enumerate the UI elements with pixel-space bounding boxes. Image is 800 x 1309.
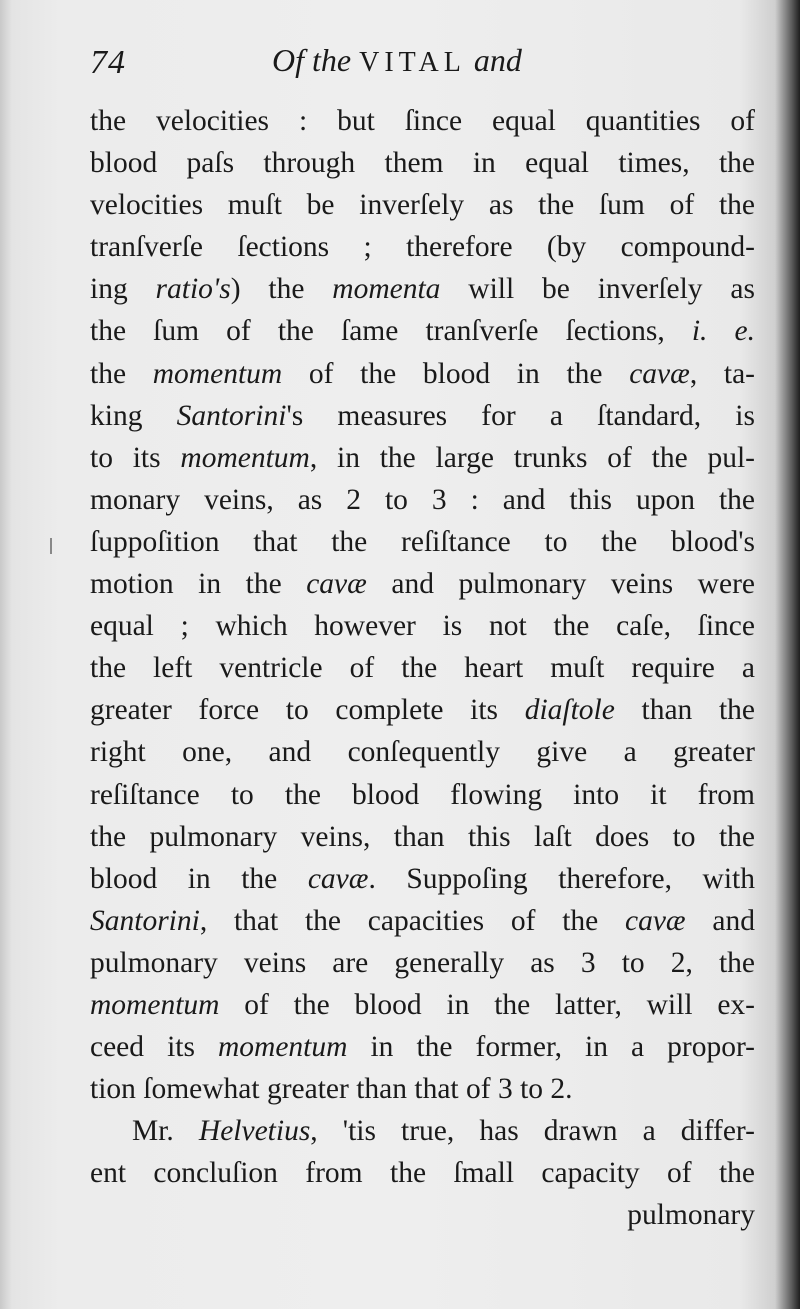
italic-text: diaſtole <box>524 694 615 727</box>
text-run: to its <box>90 441 181 474</box>
italic-text: Helvetius <box>198 1115 311 1148</box>
running-title-prefix: Of the <box>272 42 360 78</box>
text-run: . Suppoſing therefore, with <box>368 862 755 895</box>
text-line <box>90 1110 755 1152</box>
italic-text: momentum <box>90 988 220 1021</box>
text-run: the pulmonary veins, than this laſt does to the <box>90 820 755 853</box>
text-run: equal ; which however is not the caſe, ſince <box>90 610 755 643</box>
italic-text: Santorini <box>176 399 287 432</box>
italic-text: momentum <box>180 441 310 474</box>
text-run: tranſverſe ſections ; therefore (by compound- <box>90 231 755 264</box>
italic-text: i. e. <box>691 315 755 348</box>
text-run: ſuppoſition that the reſiſtance to the blood's <box>90 525 755 558</box>
text-run: king <box>90 399 177 432</box>
text-run: of the blood in the <box>282 357 630 390</box>
text-line <box>90 100 755 142</box>
text-line <box>90 437 755 479</box>
page-number: 74 <box>90 44 126 81</box>
text-run: ) the <box>230 273 333 306</box>
running-head <box>0 38 760 86</box>
italic-text: ratio's <box>155 273 231 306</box>
text-run: , in the large trunks of the pul- <box>309 441 755 474</box>
text-line <box>90 395 755 437</box>
catchword-line <box>90 1194 755 1236</box>
text-run: velocities muſt be inverſely as the ſum of the <box>90 189 755 222</box>
text-run: pulmonary veins are generally as 3 to 2, the <box>90 946 755 979</box>
text-line <box>90 774 755 816</box>
text-run: the velocities : but ſince equal quantities of <box>90 105 755 137</box>
text-run: blood paſs through them in equal times, the <box>90 147 755 180</box>
italic-text: cavæ <box>307 862 369 895</box>
text-line <box>90 1068 755 1110</box>
text-run: the left ventricle of the heart muſt require a <box>90 652 755 685</box>
text-line <box>90 226 755 268</box>
text-run: in the former, in a propor- <box>347 1031 755 1064</box>
italic-text: momentum <box>152 357 283 390</box>
text-run: 's measures for a ſtandard, is <box>286 399 755 432</box>
text-line <box>90 816 755 858</box>
text-run: right one, and conſequently give a greater <box>90 736 755 769</box>
text-line <box>90 353 755 395</box>
text-run: Mr. <box>132 1115 199 1148</box>
text-line <box>90 142 755 184</box>
text-run: , 'tis true, has drawn a differ- <box>310 1115 755 1148</box>
text-line <box>90 479 755 521</box>
text-line <box>90 268 755 310</box>
running-title <box>272 42 522 79</box>
text-line <box>90 1152 755 1194</box>
text-line <box>90 521 755 563</box>
text-run: the ſum of the ſame tranſverſe ſections, <box>90 315 692 348</box>
text-run: blood in the <box>90 862 308 895</box>
text-run: greater force to complete its <box>90 694 525 727</box>
italic-text: cavæ <box>625 904 686 937</box>
text-run: and pulmonary veins were <box>366 568 755 601</box>
text-run: tion ſomewhat greater than that of 3 to 2. <box>90 1073 573 1106</box>
text-line <box>90 858 755 900</box>
text-run: the <box>90 357 153 390</box>
italic-text: Santorini <box>90 904 200 937</box>
text-run: ceed its <box>90 1031 218 1064</box>
text-line <box>90 647 755 689</box>
text-line <box>90 984 755 1026</box>
text-run: pulmonary <box>627 1199 755 1232</box>
text-run: of the blood in the latter, will ex- <box>219 988 755 1021</box>
text-run: monary veins, as 2 to 3 : and this upon the <box>90 483 755 516</box>
text-run: reſiſtance to the blood flowing into it from <box>90 778 755 811</box>
text-run: motion in the <box>90 568 307 601</box>
text-run: and <box>685 904 755 937</box>
text-line <box>90 900 755 942</box>
text-line <box>90 184 755 226</box>
text-line <box>90 731 755 773</box>
italic-text: momenta <box>332 273 441 306</box>
body-text <box>90 100 755 1237</box>
running-title-suffix: and <box>465 42 522 78</box>
text-line <box>90 689 755 731</box>
text-line <box>90 1026 755 1068</box>
text-line <box>90 563 755 605</box>
running-title-small-caps: VITAL <box>359 47 466 78</box>
text-line <box>90 310 755 352</box>
text-line <box>90 942 755 984</box>
text-run: will be inverſely as <box>440 273 755 306</box>
text-run: than the <box>614 694 755 727</box>
italic-text: momentum <box>217 1031 348 1064</box>
italic-text: cavæ <box>306 568 367 601</box>
text-run: , ta- <box>689 357 755 390</box>
text-run: ing <box>90 273 156 306</box>
margin-mark <box>50 538 52 554</box>
text-run: ent concluſion from the ſmall capacity of the <box>90 1157 755 1190</box>
text-line <box>90 605 755 647</box>
italic-text: cavæ <box>629 357 690 390</box>
text-run: , that the capacities of the <box>199 904 625 937</box>
